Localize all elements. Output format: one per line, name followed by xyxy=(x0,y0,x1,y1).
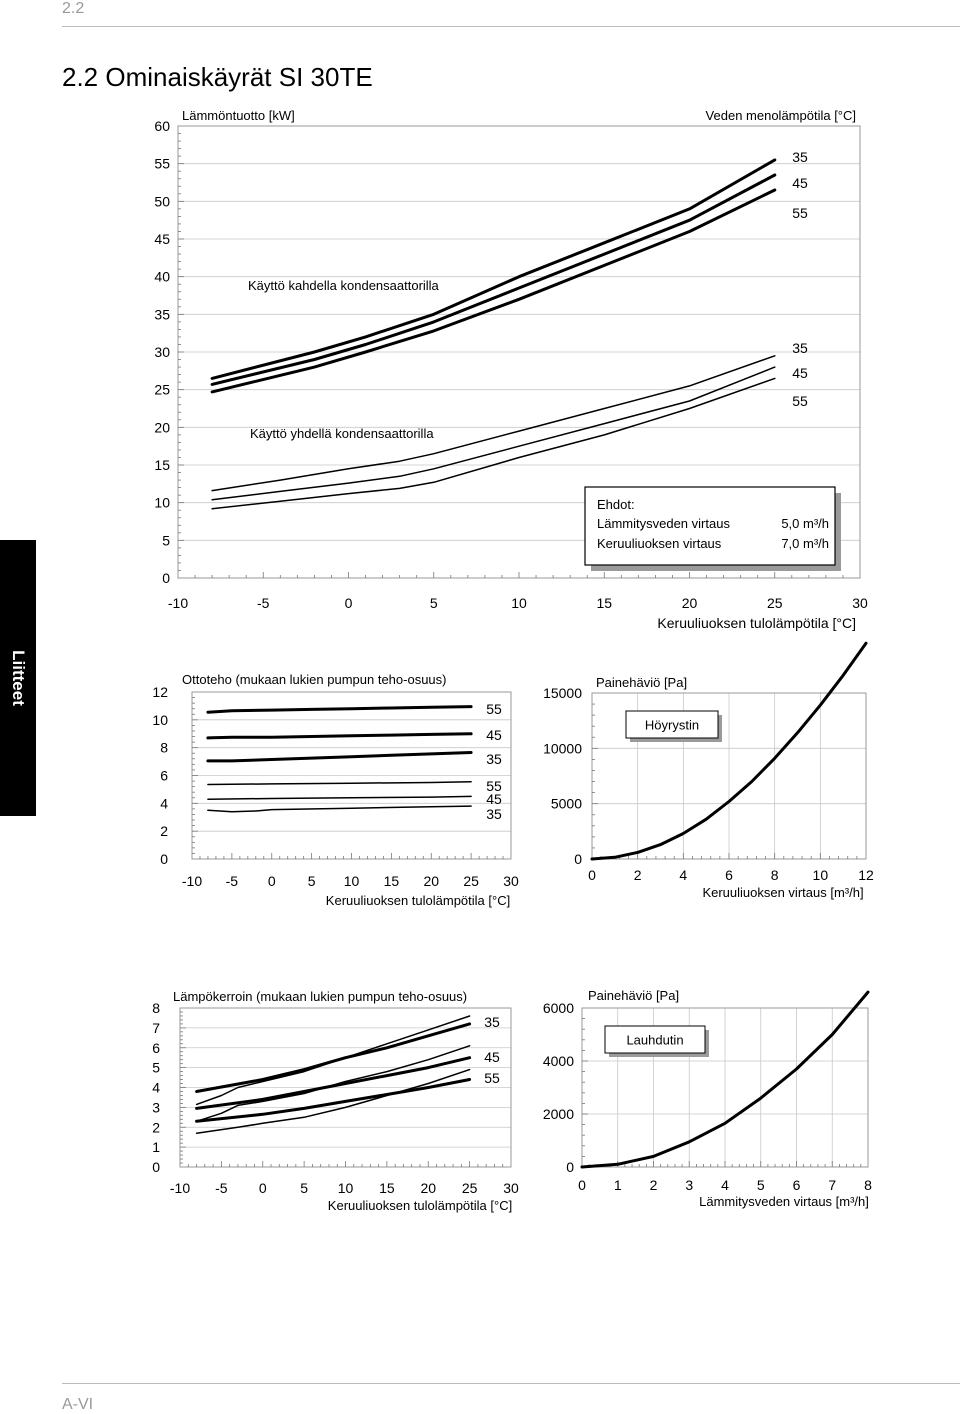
cond-xlabel: Lämmitysveden virtaus [m³/h] xyxy=(699,1194,869,1209)
cond-xtick-label-4: 4 xyxy=(721,1177,729,1193)
cop-ytick-label-6: 6 xyxy=(152,1039,160,1056)
power-xtick-label-7: 25 xyxy=(463,873,479,889)
heating-ytick-label-2: 10 xyxy=(154,494,170,511)
evap-xtick-label-3: 6 xyxy=(725,867,733,883)
evap-xtick-label-1: 2 xyxy=(633,867,642,883)
power-xtick-label-4: 10 xyxy=(343,873,360,889)
heating-ytick-label-10: 50 xyxy=(154,193,170,210)
cond-xtick-label-8: 8 xyxy=(864,1177,872,1193)
cop-ytick-label-1: 1 xyxy=(152,1139,160,1156)
header-number: 2.2 xyxy=(62,0,85,17)
page-footer-code: A-VI xyxy=(62,1396,94,1413)
cop-xtick-label-5: 15 xyxy=(379,1180,395,1196)
cop-ytick-label-7: 7 xyxy=(152,1019,160,1036)
power-series-label-two-1: 45 xyxy=(486,727,502,743)
cop-ytick-label-4: 4 xyxy=(152,1079,160,1096)
page-title: 2.2 Ominaiskäyrät SI 30TE xyxy=(62,62,373,92)
cond-chart xyxy=(543,988,872,1209)
evap-xlabel: Keruuliuoksen virtaus [m³/h] xyxy=(702,885,864,900)
evap-xtick-label-2: 4 xyxy=(679,867,688,883)
heating-xtick-label-5: 15 xyxy=(596,595,613,611)
power-chart xyxy=(152,672,519,908)
conditions-row-value-0: 5,0 m³/h xyxy=(781,516,829,531)
cop-xtick-label-3: 5 xyxy=(300,1180,309,1196)
power-series-0 xyxy=(208,707,471,713)
cop-ytick-label-0: 0 xyxy=(152,1159,160,1175)
heating-annotation-1: Käyttö yhdellä kondensaattorilla xyxy=(250,426,434,441)
power-xtick-label-1: -5 xyxy=(225,873,239,889)
heating-series-0 xyxy=(212,160,775,379)
cond-xtick-label-5: 5 xyxy=(756,1177,765,1193)
heating-series-label-one-0: 35 xyxy=(792,340,808,356)
cond-ytick-label-3: 6000 xyxy=(542,1000,574,1016)
cond-ylabel: Painehäviö [Pa] xyxy=(588,988,680,1003)
conditions-title: Ehdot: xyxy=(597,497,635,512)
cond-xtick-label-6: 6 xyxy=(792,1177,801,1193)
evap-ytick-label-3: 15000 xyxy=(543,685,582,701)
power-series-label-two-2: 35 xyxy=(486,751,502,767)
power-series-1 xyxy=(208,734,471,738)
cop-ytick-label-8: 8 xyxy=(152,1000,160,1016)
heating-chart xyxy=(154,108,868,631)
cop-chart xyxy=(152,989,519,1213)
heating-series-label-two-0: 35 xyxy=(792,149,808,165)
cond-ytick-label-1: 2000 xyxy=(542,1106,574,1122)
power-xtick-label-8: 30 xyxy=(503,873,519,889)
heating-xtick-label-4: 10 xyxy=(511,595,527,611)
cop-ytick-label-3: 3 xyxy=(152,1099,160,1116)
power-series-5 xyxy=(208,806,471,812)
heating-ytick-label-1: 5 xyxy=(162,532,170,549)
cond-xtick-label-7: 7 xyxy=(828,1177,837,1193)
heating-ytick-label-6: 30 xyxy=(154,344,170,360)
cop-ytick-label-2: 2 xyxy=(152,1119,160,1136)
cop-xtick-label-2: 0 xyxy=(258,1180,267,1196)
power-ytick-label-4: 8 xyxy=(160,739,168,756)
cond-box-label: Lauhdutin xyxy=(626,1032,684,1048)
heating-xtick-label-1: -5 xyxy=(257,595,270,611)
conditions-row-label-1: Keruuliuoksen virtaus xyxy=(597,536,722,551)
cond-xtick-label-0: 0 xyxy=(578,1177,586,1193)
evap-ytick-label-2: 10000 xyxy=(543,740,582,757)
evap-xtick-label-0: 0 xyxy=(588,867,596,883)
cop-ytick-label-5: 5 xyxy=(152,1059,160,1076)
power-ytick-label-6: 12 xyxy=(152,684,168,700)
power-xtick-label-5: 15 xyxy=(383,873,400,889)
evap-xtick-label-6: 12 xyxy=(858,867,874,883)
heating-ytick-label-0: 0 xyxy=(162,570,170,586)
conditions-row-label-0: Lämmitysveden virtaus xyxy=(597,516,730,531)
heating-xtick-label-8: 30 xyxy=(852,595,868,611)
cop-ylabel: Lämpökerroin (mukaan lukien pumpun teho-osuus) xyxy=(173,989,468,1004)
power-xtick-label-3: 5 xyxy=(307,873,316,889)
cop-xtick-label-4: 10 xyxy=(337,1180,354,1196)
power-xtick-label-2: 0 xyxy=(267,873,276,889)
heating-ytick-label-8: 40 xyxy=(154,268,170,285)
side-tab-label: Liitteet xyxy=(9,650,28,706)
power-ytick-label-3: 6 xyxy=(160,767,168,784)
evap-ylabel: Painehäviö [Pa] xyxy=(596,675,688,690)
cop-series-0 xyxy=(197,1024,470,1092)
heating-series-label-two-1: 45 xyxy=(792,175,808,191)
evap-xtick-label-5: 10 xyxy=(812,867,829,883)
power-series-label-one-1: 45 xyxy=(486,791,502,807)
heating-xtick-label-3: 5 xyxy=(429,595,438,611)
power-series-3 xyxy=(208,782,471,785)
evap-box-label: Höyrystin xyxy=(644,717,700,733)
heating-series-label-one-1: 45 xyxy=(792,365,808,381)
power-series-2 xyxy=(208,753,471,761)
power-ytick-label-0: 0 xyxy=(160,851,168,867)
power-xtick-label-6: 20 xyxy=(423,873,440,889)
evap-ytick-label-1: 5000 xyxy=(550,795,582,812)
cond-xtick-label-3: 3 xyxy=(685,1177,694,1193)
heating-annotation-0: Käyttö kahdella kondensaattorilla xyxy=(248,278,439,293)
heating-ytick-label-4: 20 xyxy=(154,419,170,436)
heating-ytick-label-11: 55 xyxy=(154,155,170,172)
power-xtick-label-0: -10 xyxy=(181,873,203,889)
cop-xtick-label-0: -10 xyxy=(169,1180,191,1196)
heating-ytick-label-3: 15 xyxy=(154,457,170,473)
heating-ytick-label-7: 35 xyxy=(154,306,170,323)
cop-xtick-label-6: 20 xyxy=(420,1180,437,1196)
heating-ytick-label-12: 60 xyxy=(154,118,170,134)
cop-xtick-label-8: 30 xyxy=(503,1180,519,1196)
evap-chart xyxy=(543,643,874,900)
cop-series-label-two-1: 45 xyxy=(484,1049,500,1065)
cond-ytick-label-2: 4000 xyxy=(542,1053,574,1069)
heating-xlabel: Keruuliuoksen tulolämpötila [°C] xyxy=(657,615,856,631)
power-xlabel: Keruuliuoksen tulolämpötila [°C] xyxy=(325,893,511,908)
cop-series-label-two-2: 55 xyxy=(484,1070,500,1086)
heating-xtick-label-7: 25 xyxy=(766,595,783,611)
heating-series-label-one-2: 55 xyxy=(792,393,808,409)
conditions-row-value-1: 7,0 m³/h xyxy=(781,536,829,551)
heating-xtick-label-0: -10 xyxy=(167,595,189,611)
heating-ytick-label-9: 45 xyxy=(154,231,170,247)
power-ylabel: Ottoteho (mukaan lukien pumpun teho-osuus) xyxy=(182,672,447,687)
cond-xtick-label-1: 1 xyxy=(613,1177,622,1193)
heating-xtick-label-2: 0 xyxy=(344,595,353,611)
cop-xtick-label-1: -5 xyxy=(215,1180,228,1196)
cond-xtick-label-2: 2 xyxy=(649,1177,658,1193)
heating-series-label-two-2: 55 xyxy=(792,205,808,221)
heating-xtick-label-6: 20 xyxy=(681,595,698,611)
power-ytick-label-5: 10 xyxy=(152,711,168,728)
power-series-label-one-0: 55 xyxy=(486,778,502,794)
power-series-label-one-2: 35 xyxy=(486,806,502,822)
heating-legend-title: Veden menolämpötila [°C] xyxy=(705,108,856,123)
cond-ytick-label-0: 0 xyxy=(566,1159,574,1175)
heating-series-3 xyxy=(212,356,775,491)
power-series-label-two-0: 55 xyxy=(486,701,502,717)
evap-xtick-label-4: 8 xyxy=(770,867,779,883)
heating-ylabel: Lämmöntuotto [kW] xyxy=(182,108,295,123)
power-series-4 xyxy=(208,796,471,799)
cop-xlabel: Keruuliuoksen tulolämpötila [°C] xyxy=(327,1198,513,1213)
power-ytick-label-1: 2 xyxy=(160,823,168,840)
heating-ytick-label-5: 25 xyxy=(154,381,170,398)
evap-ytick-label-0: 0 xyxy=(574,851,582,867)
cop-xtick-label-7: 25 xyxy=(461,1180,478,1196)
cop-series-label-two-0: 35 xyxy=(484,1014,500,1030)
power-ytick-label-2: 4 xyxy=(160,795,168,812)
